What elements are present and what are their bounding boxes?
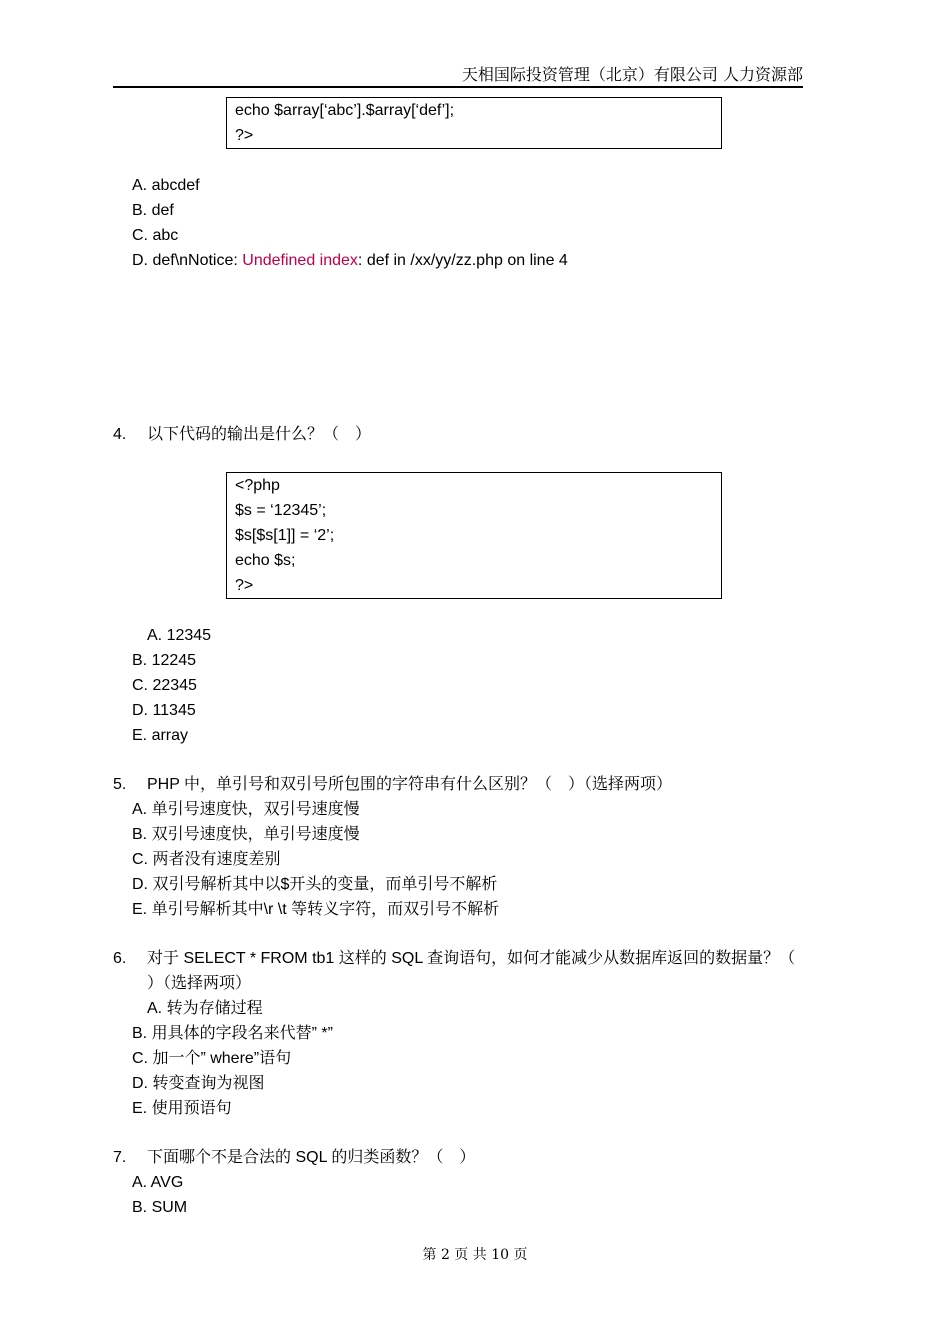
q6-text-line2: ）（选择两项） bbox=[147, 975, 252, 992]
q6-option-b: B. 用具体的字段名来代替” *” bbox=[132, 1025, 333, 1042]
q4-number: 4. bbox=[113, 426, 127, 443]
q7-option-a: A. AVG bbox=[132, 1174, 184, 1191]
q5-text: PHP 中，单引号和双引号所包围的字符串有什么区别？（ ）（选择两项） bbox=[147, 776, 673, 793]
q7-text: 下面哪个不是合法的 SQL 的归类函数？（ ） bbox=[147, 1149, 476, 1166]
q5-option-e: E. 单引号解析其中\r \t 等转义字符，而双引号不解析 bbox=[132, 901, 500, 918]
q4-option-a: A. 12345 bbox=[147, 627, 212, 644]
q6-option-d: D. 转变查询为视图 bbox=[132, 1075, 265, 1092]
code-line: $s = ‘12345’; bbox=[235, 502, 327, 519]
code-line: $s[$s[1]] = ‘2’; bbox=[235, 527, 335, 544]
q3-option-d bbox=[132, 248, 568, 273]
q3-option-b: B. def bbox=[132, 202, 174, 219]
q4-text: 以下代码的输出是什么？（ ） bbox=[147, 426, 372, 443]
q5-option-a: A. 单引号速度快，双引号速度慢 bbox=[132, 801, 360, 818]
q6-option-a: A. 转为存储过程 bbox=[147, 1000, 263, 1017]
page-header bbox=[113, 64, 803, 88]
q3-option-c: C. abc bbox=[132, 227, 179, 244]
q6-text-line1: 对于 SELECT * FROM tb1 这样的 SQL 查询语句，如何才能减少从数据库返回的数据量？（ bbox=[147, 950, 796, 967]
q5-number: 5. bbox=[113, 776, 127, 793]
q3-code-box bbox=[226, 97, 722, 149]
q4-option-c: C. 22345 bbox=[132, 677, 197, 694]
code-line: <?php bbox=[235, 477, 280, 494]
q4-option-e: E. array bbox=[132, 727, 189, 744]
q3-option-d-suffix: : def in /xx/yy/zz.php on line 4 bbox=[357, 252, 568, 269]
code-line: echo $array[‘abc’].$array[‘def’]; bbox=[235, 102, 455, 119]
q6-number: 6. bbox=[113, 950, 127, 967]
code-line: ?> bbox=[235, 127, 254, 144]
company-name: 天相国际投资管理（北京）有限公司 人力资源部 bbox=[461, 65, 803, 84]
q4-option-d: D. 11345 bbox=[132, 702, 196, 719]
q5-option-c: C. 两者没有速度差别 bbox=[132, 851, 281, 868]
q4-option-b: B. 12245 bbox=[132, 652, 197, 669]
code-line: echo $s; bbox=[235, 552, 296, 569]
q5-option-d: D. 双引号解析其中以$开头的变量，而单引号不解析 bbox=[132, 876, 498, 893]
q7-option-b: B. SUM bbox=[132, 1199, 188, 1216]
q3-option-d-prefix: D. def\nNotice: bbox=[132, 252, 243, 269]
q7-number: 7. bbox=[113, 1149, 127, 1166]
q3-option-a: A. abcdef bbox=[132, 177, 200, 194]
page-footer bbox=[0, 1244, 950, 1266]
q5-option-b: B. 双引号速度快，单引号速度慢 bbox=[132, 826, 360, 843]
page-number: 第 2 页 共 10 页 bbox=[422, 1247, 528, 1263]
q3-option-d-error: Undefined index bbox=[242, 252, 358, 269]
q6-option-c: C. 加一个” where”语句 bbox=[132, 1050, 292, 1067]
q6-option-e: E. 使用预语句 bbox=[132, 1100, 232, 1117]
q4-code-box bbox=[226, 472, 722, 599]
code-line: ?> bbox=[235, 577, 254, 594]
